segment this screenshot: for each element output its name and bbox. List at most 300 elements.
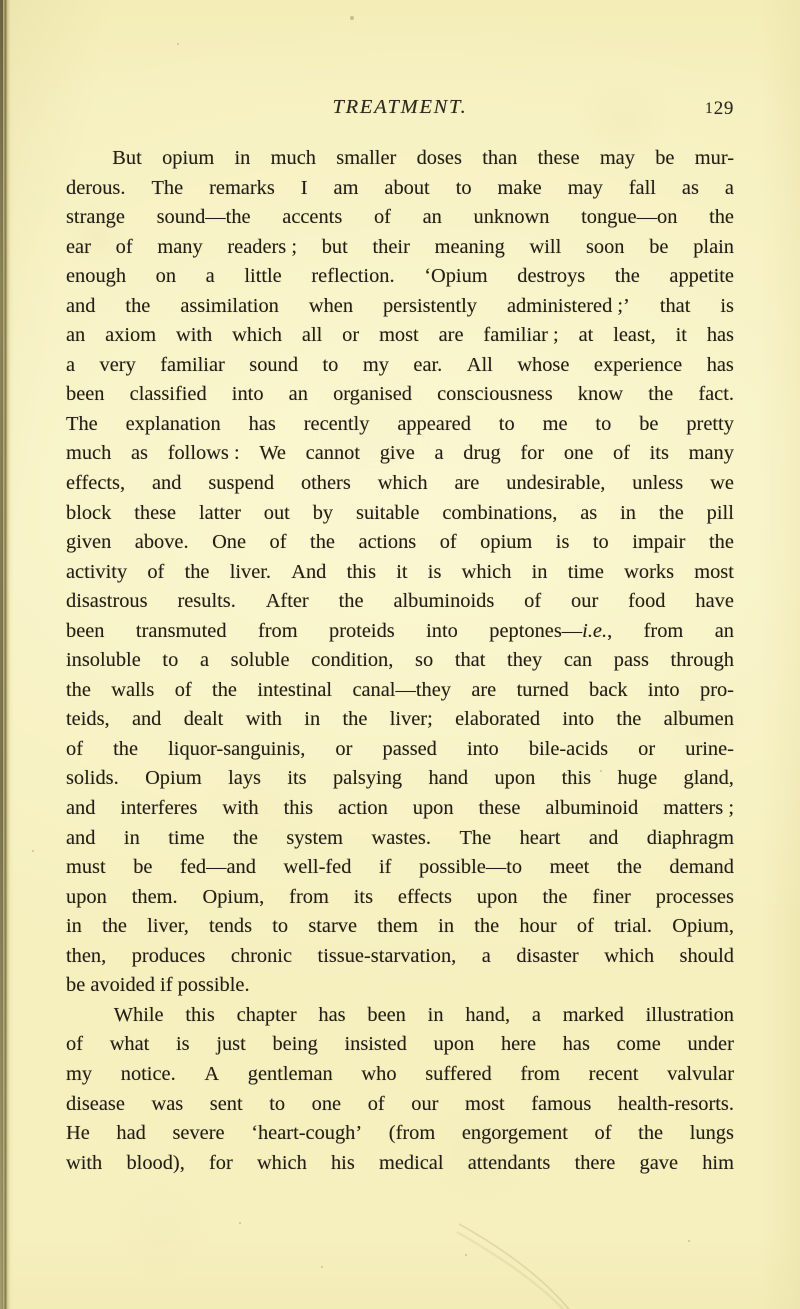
word: from xyxy=(257,619,298,642)
text-line xyxy=(66,144,734,174)
word: there xyxy=(574,1151,616,1174)
word: soluble xyxy=(230,649,290,672)
word: be xyxy=(649,235,669,258)
paper-speck xyxy=(177,43,179,45)
word: time xyxy=(168,826,205,849)
paper-speck xyxy=(465,1254,467,1256)
word: insoluble xyxy=(66,649,141,672)
word: above. xyxy=(134,531,189,554)
word: to xyxy=(269,1092,286,1115)
word: ‘Opium xyxy=(424,265,488,288)
word: may xyxy=(567,176,603,199)
word: impair xyxy=(632,531,686,554)
word: One xyxy=(212,531,247,554)
word: or xyxy=(342,324,360,347)
word: destroys xyxy=(517,265,586,288)
word: strange xyxy=(66,206,125,229)
word: liver; xyxy=(389,708,433,731)
word: in xyxy=(620,501,636,524)
word: to xyxy=(592,531,609,554)
word: to xyxy=(272,915,289,938)
text-line xyxy=(66,1060,734,1090)
word: these xyxy=(478,797,521,820)
word: action xyxy=(337,797,388,820)
word: block xyxy=(66,501,112,524)
word: engorgement xyxy=(461,1122,568,1145)
text-line xyxy=(66,380,734,410)
word: with xyxy=(66,1151,103,1174)
word: medical xyxy=(378,1151,444,1174)
word: the xyxy=(184,560,210,583)
word: in xyxy=(304,708,321,731)
word: Opium, xyxy=(202,885,265,908)
word: a xyxy=(724,176,734,199)
word: be xyxy=(639,412,659,435)
word: upon xyxy=(66,885,107,908)
text-line xyxy=(66,883,734,913)
word: the xyxy=(648,383,674,406)
word: as xyxy=(681,176,699,199)
word: of xyxy=(269,531,287,554)
word: effects xyxy=(397,885,452,908)
word: time xyxy=(567,560,604,583)
word: which xyxy=(604,944,655,967)
text-line xyxy=(66,676,734,706)
word: it xyxy=(675,324,687,347)
text-line xyxy=(66,410,734,440)
word: of xyxy=(115,235,133,258)
word: has xyxy=(706,324,734,347)
word: soon xyxy=(585,235,625,258)
word: least, xyxy=(613,324,656,347)
word: processes xyxy=(655,885,734,908)
word: the xyxy=(338,590,364,613)
word: for xyxy=(520,442,545,465)
word: the xyxy=(102,915,127,938)
word: avoided xyxy=(90,974,155,997)
word: turned xyxy=(516,678,569,701)
text-line xyxy=(66,1001,734,1031)
paragraph xyxy=(66,1001,734,1178)
text-line xyxy=(66,587,734,617)
word: be xyxy=(133,856,153,879)
word: results. xyxy=(177,590,236,613)
word: of xyxy=(66,737,83,760)
word: am xyxy=(333,176,359,199)
word: under xyxy=(687,1033,734,1056)
word: to xyxy=(498,412,515,435)
word: a xyxy=(66,353,76,376)
word: persistently xyxy=(382,294,477,317)
word: reflection. xyxy=(311,265,395,288)
word: for xyxy=(208,1151,233,1174)
text-line xyxy=(66,735,734,765)
word: me xyxy=(542,412,568,435)
word: Opium xyxy=(145,767,202,790)
text-line xyxy=(66,824,734,854)
word: elaborated xyxy=(455,708,541,731)
word: accents xyxy=(282,206,343,229)
word: food xyxy=(628,590,666,613)
word: the xyxy=(66,678,91,701)
word: tends xyxy=(209,915,253,938)
word: liver. xyxy=(229,560,272,583)
text-line xyxy=(66,794,734,824)
word: these xyxy=(134,501,177,524)
word: know xyxy=(577,383,624,406)
word: ear. xyxy=(413,353,443,376)
word: who xyxy=(361,1062,397,1085)
word: with xyxy=(176,324,213,347)
word: hand, xyxy=(465,1003,511,1026)
word: was xyxy=(151,1092,184,1115)
word: interferes xyxy=(120,797,198,820)
word: peptones—i.e., xyxy=(489,619,613,642)
word: an xyxy=(714,619,734,642)
page-number-first-digit: 1 xyxy=(705,99,714,117)
word: proteids xyxy=(329,619,395,642)
word: will xyxy=(529,235,562,258)
word: can xyxy=(563,649,593,672)
word: suffered xyxy=(425,1062,492,1085)
word: has xyxy=(318,1003,346,1026)
word: a xyxy=(199,649,210,672)
word: effects, xyxy=(66,472,126,495)
word: much xyxy=(270,147,316,169)
text-line xyxy=(66,853,734,883)
word: to xyxy=(322,353,339,376)
word: the xyxy=(212,678,237,701)
paper-speck xyxy=(32,850,34,852)
word: or xyxy=(638,737,656,760)
word: out xyxy=(263,501,290,524)
word: my xyxy=(362,353,389,376)
word: administered ;’ xyxy=(506,294,630,317)
word: this xyxy=(283,797,314,820)
word: on xyxy=(155,265,177,288)
word: its xyxy=(649,442,669,465)
word: it xyxy=(396,560,408,583)
word: meaning xyxy=(434,235,505,258)
word: albuminoid xyxy=(545,797,639,820)
word: the xyxy=(310,531,335,554)
word: attendants xyxy=(467,1151,551,1174)
word: tissue-starvation, xyxy=(317,944,457,967)
word: sent xyxy=(209,1092,243,1115)
word: them xyxy=(377,915,418,938)
word: The xyxy=(66,412,98,435)
word: demand xyxy=(669,856,734,879)
word: sound—the xyxy=(156,206,251,229)
word: little xyxy=(244,265,282,288)
word: its xyxy=(353,885,373,908)
word: Opium, xyxy=(672,915,734,938)
word: into xyxy=(466,737,499,760)
word: by xyxy=(312,501,334,524)
word: gland, xyxy=(683,767,734,790)
word: canal—they xyxy=(352,678,451,701)
word: of xyxy=(594,1122,612,1145)
word: much xyxy=(66,442,112,465)
word: an xyxy=(422,206,442,229)
word: in xyxy=(123,826,140,849)
word: in xyxy=(234,147,251,169)
word: may xyxy=(599,147,635,169)
word: marked xyxy=(562,1003,624,1026)
word: make xyxy=(497,176,542,199)
word: chapter xyxy=(236,1003,297,1026)
word: this xyxy=(346,560,377,583)
text-line xyxy=(66,174,734,204)
word: huge xyxy=(617,767,658,790)
word: one xyxy=(311,1092,342,1115)
word: palsying xyxy=(332,767,403,790)
word: is xyxy=(720,294,734,317)
word: suitable xyxy=(356,501,420,524)
page-edge-line xyxy=(0,0,3,1309)
text-line xyxy=(66,912,734,942)
word: The xyxy=(459,826,492,849)
word: possible—to xyxy=(419,856,523,879)
word: condition, xyxy=(311,649,394,672)
text-line xyxy=(66,292,734,322)
word: the xyxy=(708,531,734,554)
text-line xyxy=(66,617,734,647)
word: the xyxy=(474,915,500,938)
word: pill xyxy=(706,501,734,524)
word: is xyxy=(555,531,570,554)
word: has xyxy=(562,1033,590,1056)
word: ear xyxy=(66,235,91,258)
word: just xyxy=(216,1033,246,1056)
word: well-fed xyxy=(283,856,352,879)
paper-speck xyxy=(239,1222,242,1225)
word: an xyxy=(66,324,86,347)
word: his xyxy=(330,1151,355,1174)
word: of xyxy=(147,560,165,583)
word: these xyxy=(537,147,580,169)
word: lungs xyxy=(689,1122,734,1145)
text-line xyxy=(66,321,734,351)
word: if xyxy=(160,974,173,997)
word: as xyxy=(131,442,148,465)
word: fed—and xyxy=(180,856,256,879)
word: passed xyxy=(382,737,437,760)
word: are xyxy=(454,472,480,495)
word: upon xyxy=(494,767,536,790)
word: if xyxy=(378,856,392,879)
word: our xyxy=(571,590,599,613)
word: severe xyxy=(172,1122,225,1145)
word: produces xyxy=(131,944,206,967)
text-line xyxy=(66,499,734,529)
word: gentleman xyxy=(247,1062,333,1085)
word: back xyxy=(589,678,628,701)
word: of xyxy=(367,1092,385,1115)
text-line xyxy=(66,233,734,263)
word: this xyxy=(185,1003,215,1026)
word: when xyxy=(308,294,354,317)
word: sound xyxy=(249,353,299,376)
binding-gutter-shadow xyxy=(0,0,14,1309)
word: mur- xyxy=(694,147,734,169)
word: so xyxy=(415,649,434,672)
word: from xyxy=(520,1062,560,1085)
word: bile-acids xyxy=(528,737,609,760)
word: to xyxy=(162,649,179,672)
page-number-rest: 29 xyxy=(713,98,734,119)
word: into xyxy=(647,678,680,701)
word: the xyxy=(616,856,642,879)
page-number xyxy=(705,98,734,120)
word: of xyxy=(612,442,630,465)
word: been xyxy=(66,383,105,406)
word: come xyxy=(616,1033,661,1056)
word: most xyxy=(465,1092,505,1115)
word: upon xyxy=(433,1033,475,1056)
word: smaller xyxy=(336,147,397,169)
word: intestinal xyxy=(257,678,333,701)
word: the xyxy=(542,885,568,908)
text-line xyxy=(66,469,734,499)
word: the xyxy=(616,708,642,731)
word: pass xyxy=(613,649,649,672)
word: suspend xyxy=(208,472,275,495)
word: must xyxy=(66,856,106,879)
paragraph xyxy=(66,144,734,1001)
word: which xyxy=(377,472,428,495)
word: in xyxy=(438,915,455,938)
word: familiar xyxy=(160,353,225,376)
text-line xyxy=(66,203,734,233)
word: and xyxy=(131,708,162,731)
word: what xyxy=(109,1033,150,1056)
word: given xyxy=(66,531,112,554)
word: upon xyxy=(476,885,518,908)
word: albuminoids xyxy=(393,590,495,613)
word: And xyxy=(291,560,327,583)
word: pretty xyxy=(686,412,734,435)
word: my xyxy=(66,1062,93,1085)
word: give xyxy=(379,442,415,465)
word: familiar ; xyxy=(483,324,559,347)
word: are xyxy=(471,678,497,701)
word: be xyxy=(66,974,86,997)
word: A xyxy=(204,1062,220,1085)
word: doses xyxy=(416,147,462,169)
word: (from xyxy=(388,1122,436,1145)
word: disastrous xyxy=(66,590,148,613)
word: recent xyxy=(588,1062,639,1085)
word: axiom xyxy=(105,324,157,347)
word: being xyxy=(272,1033,318,1056)
word: of xyxy=(174,678,192,701)
word: they xyxy=(507,649,543,672)
word: him xyxy=(702,1151,734,1174)
word: matters ; xyxy=(663,797,734,820)
word: an xyxy=(288,383,308,406)
word: into xyxy=(231,383,264,406)
word: All xyxy=(466,353,493,376)
word: trial. xyxy=(614,915,653,938)
word: While xyxy=(113,1003,164,1026)
word: most xyxy=(694,560,734,583)
word: into xyxy=(562,708,595,731)
word: follows : xyxy=(167,442,240,465)
text-line xyxy=(66,942,734,972)
word: most xyxy=(379,324,419,347)
word: walls xyxy=(111,678,155,701)
word: the xyxy=(614,265,640,288)
word: been xyxy=(367,1003,406,1026)
word: of xyxy=(373,206,391,229)
paper-crease xyxy=(455,1218,635,1309)
word: tongue—on xyxy=(581,206,678,229)
word: ‘heart-cough’ xyxy=(251,1122,363,1145)
text-line xyxy=(66,1149,734,1179)
word: meet xyxy=(549,856,590,879)
word: works xyxy=(624,560,675,583)
word: whose xyxy=(517,353,570,376)
word: one xyxy=(563,442,594,465)
word: the xyxy=(709,206,734,229)
word: from xyxy=(643,619,684,642)
word: But xyxy=(112,147,142,169)
word: drug xyxy=(463,442,501,465)
paper-speck xyxy=(688,1240,690,1242)
word: plain xyxy=(693,235,734,258)
text-line xyxy=(66,1090,734,1120)
word: pro- xyxy=(700,678,734,701)
word: blood), xyxy=(126,1151,185,1174)
word: which xyxy=(256,1151,307,1174)
word: combinations, xyxy=(442,501,558,524)
word: the xyxy=(125,294,151,317)
word: a xyxy=(434,442,444,465)
running-head-title: TREATMENT. xyxy=(332,96,468,118)
word: should xyxy=(679,944,734,967)
word: its xyxy=(287,767,307,790)
text-line xyxy=(66,528,734,558)
word: with xyxy=(245,708,282,731)
word: liver, xyxy=(147,915,189,938)
word: classified xyxy=(129,383,207,406)
word: to xyxy=(595,412,612,435)
word: at xyxy=(578,324,594,347)
word: explanation xyxy=(125,412,221,435)
body-text-block xyxy=(66,144,734,1178)
word: been xyxy=(66,619,105,642)
text-line xyxy=(66,1119,734,1149)
word: of xyxy=(66,1033,83,1056)
word: gave xyxy=(639,1151,679,1174)
word: to xyxy=(455,176,472,199)
word: remarks xyxy=(209,176,275,199)
word: and xyxy=(66,294,96,317)
word: this xyxy=(561,767,592,790)
paper-speck xyxy=(350,16,353,19)
word: hour xyxy=(519,915,557,938)
word: that xyxy=(454,649,486,672)
word: wastes. xyxy=(371,826,431,849)
word: here xyxy=(500,1033,537,1056)
word: has xyxy=(248,412,276,435)
word: in xyxy=(66,915,82,938)
word: unless xyxy=(632,472,684,495)
word: famous xyxy=(531,1092,592,1115)
word: actions xyxy=(358,531,417,554)
word: opium xyxy=(480,531,533,554)
